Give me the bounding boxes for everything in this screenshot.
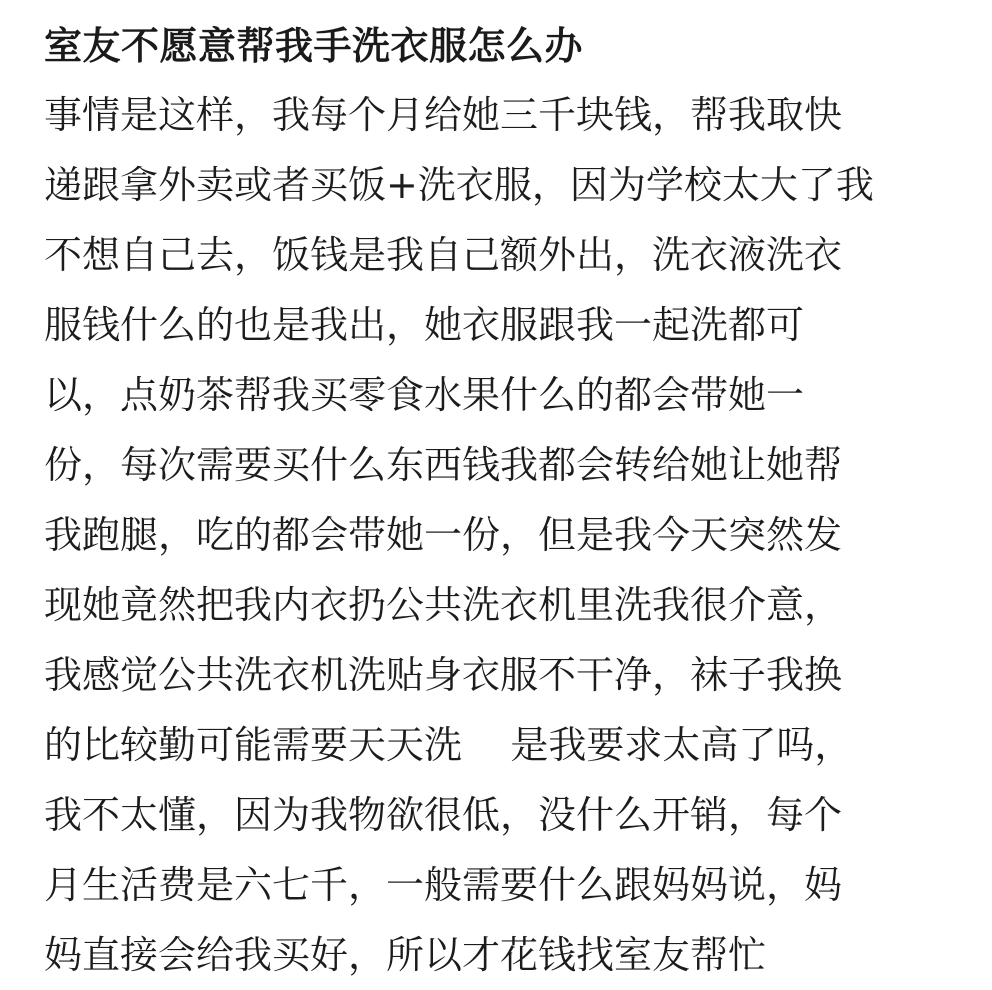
- post-body: [44, 80, 964, 990]
- body-line: 的比较勤可能需要天天洗 是我要求太高了吗，: [44, 723, 853, 767]
- body-line: 妈直接会给我买好，所以才花钱找室友帮忙: [44, 933, 767, 977]
- post-title: 室友不愿意帮我手洗衣服怎么办: [44, 24, 584, 68]
- body-line: 以，点奶茶帮我买零食水果什么的都会带她一: [44, 373, 805, 417]
- body-line: 我跑腿，吃的都会带她一份，但是我今天突然发: [44, 513, 843, 557]
- post: [44, 0, 964, 990]
- body-line: 我不太懂，因为我物欲很低，没什么开销，每个: [44, 793, 843, 837]
- body-line: 我感觉公共洗衣机洗贴身衣服不干净，袜子我换: [44, 653, 843, 697]
- body-line: 份，每次需要买什么东西钱我都会转给她让她帮: [44, 443, 843, 487]
- body-line: 月生活费是六七千，一般需要什么跟妈妈说，妈: [44, 863, 843, 907]
- body-line: 不想自己去，饭钱是我自己额外出，洗衣液洗衣: [44, 233, 843, 277]
- body-line: 服钱什么的也是我出，她衣服跟我一起洗都可: [44, 303, 805, 347]
- body-line: 现她竟然把我内衣扔公共洗衣机里洗我很介意，: [44, 583, 843, 627]
- body-line: 递跟拿外卖或者买饭+洗衣服，因为学校太大了我: [44, 163, 874, 207]
- body-line: 事情是这样，我每个月给她三千块钱，帮我取快: [44, 93, 843, 137]
